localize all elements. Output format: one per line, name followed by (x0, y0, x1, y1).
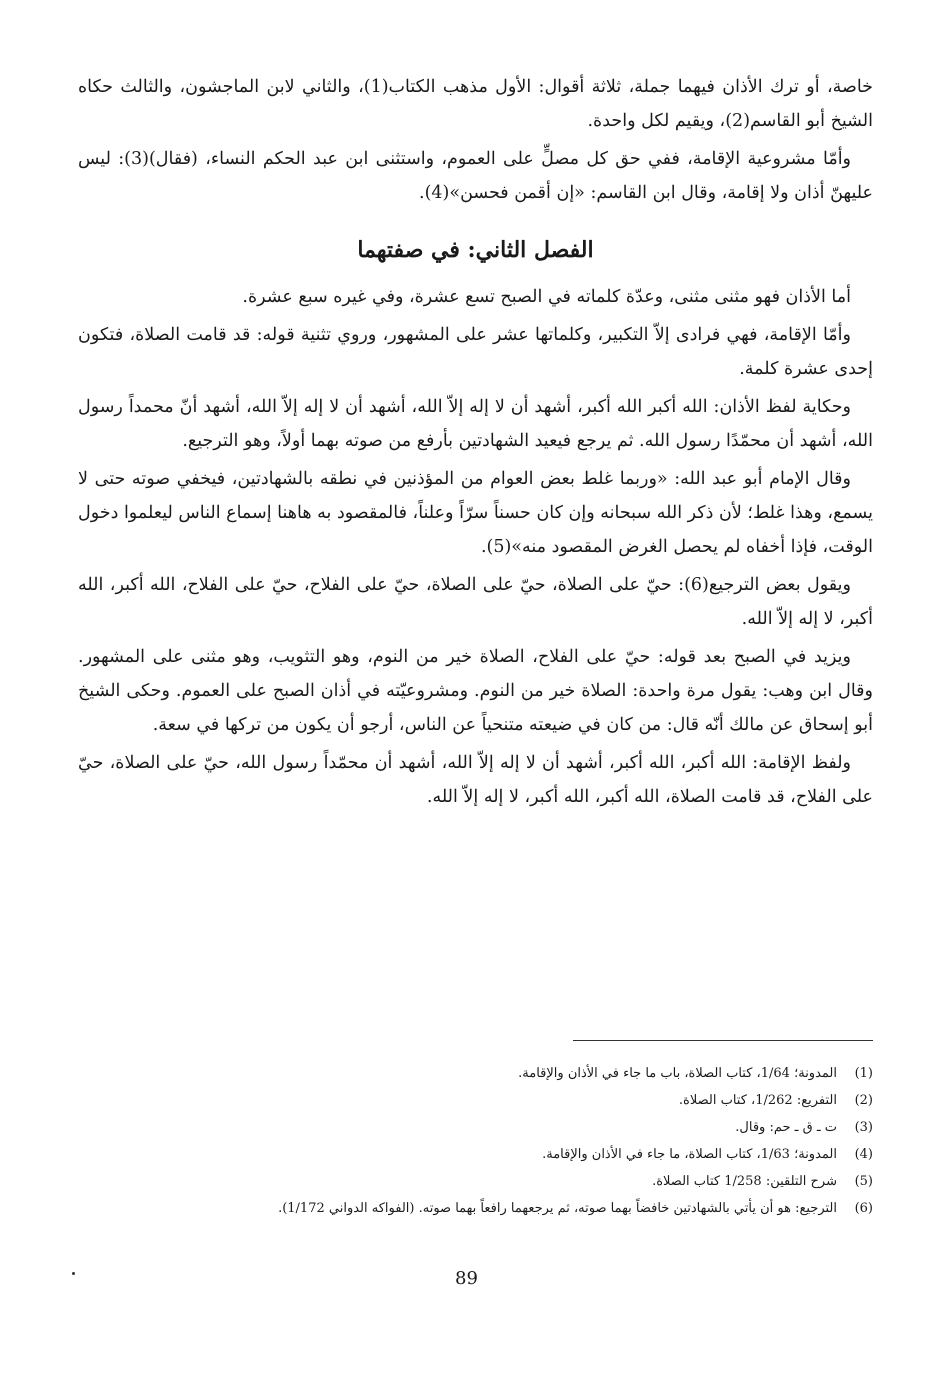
footnote-text: التفريع: 1/262، كتاب الصلاة. (678, 1093, 837, 1108)
main-text (78, 70, 873, 818)
footnote-number: (2) (854, 1093, 873, 1108)
footnote-number: (5) (854, 1174, 873, 1189)
footnotes (78, 1060, 873, 1222)
footnote-text: ت ـ ق ـ حم: وقال. (735, 1120, 837, 1135)
footnote-text: المدونة؛ 1/63، كتاب الصلاة، ما جاء في الأذان والإقامة. (542, 1147, 837, 1162)
footnote-text: المدونة؛ 1/64، كتاب الصلاة، باب ما جاء في الأذان والإقامة. (518, 1066, 837, 1081)
paragraph-8: ويزيد في الصبح بعد قوله: حيّ على الفلاح، الصلاة خير من النوم، وهو التثويب، وهو مثنى على المشهور. وقال ابن وهب: يقول مرة واحدة: الصلاة خير من النوم. ومشروعيّته في أذان الصبح على العموم. وحكى الشيخ أبو إسحاق عن مالك أنّه قال: من كان في ضيعته متنحياً عن الناس، أرجو أن يكون من تركها في سعة. (78, 647, 873, 735)
page-number: 89 (455, 1268, 478, 1289)
footnote-item (78, 1060, 873, 1087)
paragraph-1: خاصة، أو ترك الأذان فيهما جملة، ثلاثة أقوال: الأول مذهب الكتاب(1)، والثاني لابن الماجشون، والثالث حكاه الشيخ أبو القاسم(2)، ويقيم لكل واحدة. (78, 77, 873, 131)
paragraph-4: وأمّا الإقامة، فهي فرادى إلاّ التكبير، وكلماتها عشر على المشهور، وروي تثنية قوله: قد قامت الصلاة، فتكون إحدى عشرة كلمة. (78, 325, 873, 379)
footnote-item (78, 1168, 873, 1195)
paragraph-7: ويقول بعض الترجيع(6): حيّ على الصلاة، حيّ على الصلاة، حيّ على الفلاح، حيّ على الفلاح، الله أكبر، الله أكبر، لا إله إلاّ الله. (78, 575, 873, 629)
paragraph-9: ولفظ الإقامة: الله أكبر، الله أكبر، أشهد أن لا إله إلاّ الله، أشهد أن محمّداً رسول الله، حيّ على الصلاة، حيّ على الفلاح، قد قامت الصلاة، الله أكبر، الله أكبر، لا إله إلاّ الله. (78, 753, 873, 807)
paragraph-6: وقال الإمام أبو عبد الله: «وربما غلط بعض العوام من المؤذنين في نطقه بالشهادتين، فيخفي صوته حتى لا يسمع، وهذا غلط؛ لأن ذكر الله سبحانه وإن كان حسناً سرّاً وعلناً، فالمقصود به هاهنا إسماع الناس ليعلموا دخول الوقت، فإذا أخفاه لم يحصل الغرض المقصود منه»(5). (78, 469, 873, 557)
footnote-text: الترجيع: هو أن يأتي بالشهادتين خافضاً بهما صوته، ثم يرجعهما رافعاً بهما صوته. (الفواكه الدواني 1/172). (278, 1201, 837, 1216)
footnote-item (78, 1141, 873, 1168)
footnote-number: (3) (854, 1120, 873, 1135)
footnote-item (78, 1195, 873, 1222)
footnote-number: (6) (854, 1201, 873, 1216)
footnote-divider (573, 1040, 873, 1041)
paragraph-2: وأمّا مشروعية الإقامة، ففي حق كل مصلٍّ على العموم، واستثنى ابن عبد الحكم النساء، (فقال)(3): ليس عليهنّ أذان ولا إقامة، وقال ابن القاسم: «إن أقمن فحسن»(4). (78, 149, 873, 203)
footnote-number: (1) (854, 1066, 873, 1081)
footnote-text: شرح التلقين: 1/258 كتاب الصلاة. (652, 1174, 837, 1189)
paragraph-3: أما الأذان فهو مثنى مثنى، وعدّة كلماته في الصبح تسع عشرة، وفي غيره سبع عشرة. (242, 287, 851, 307)
footnote-number: (4) (854, 1147, 873, 1162)
paragraph-5: وحكاية لفظ الأذان: الله أكبر الله أكبر، أشهد أن لا إله إلاّ الله، أشهد أن لا إله إلاّ الله، أشهد أنّ محمداً رسول الله، أشهد أن محمّدًا رسول الله. ثم يرجع فيعيد الشهادتين بأرفع من صوته بهما أولاً، وهو الترجيع. (78, 397, 873, 451)
chapter-heading: الفصل الثاني: في صفتهما (357, 237, 594, 263)
footnote-item (78, 1114, 873, 1141)
footnote-item (78, 1087, 873, 1114)
